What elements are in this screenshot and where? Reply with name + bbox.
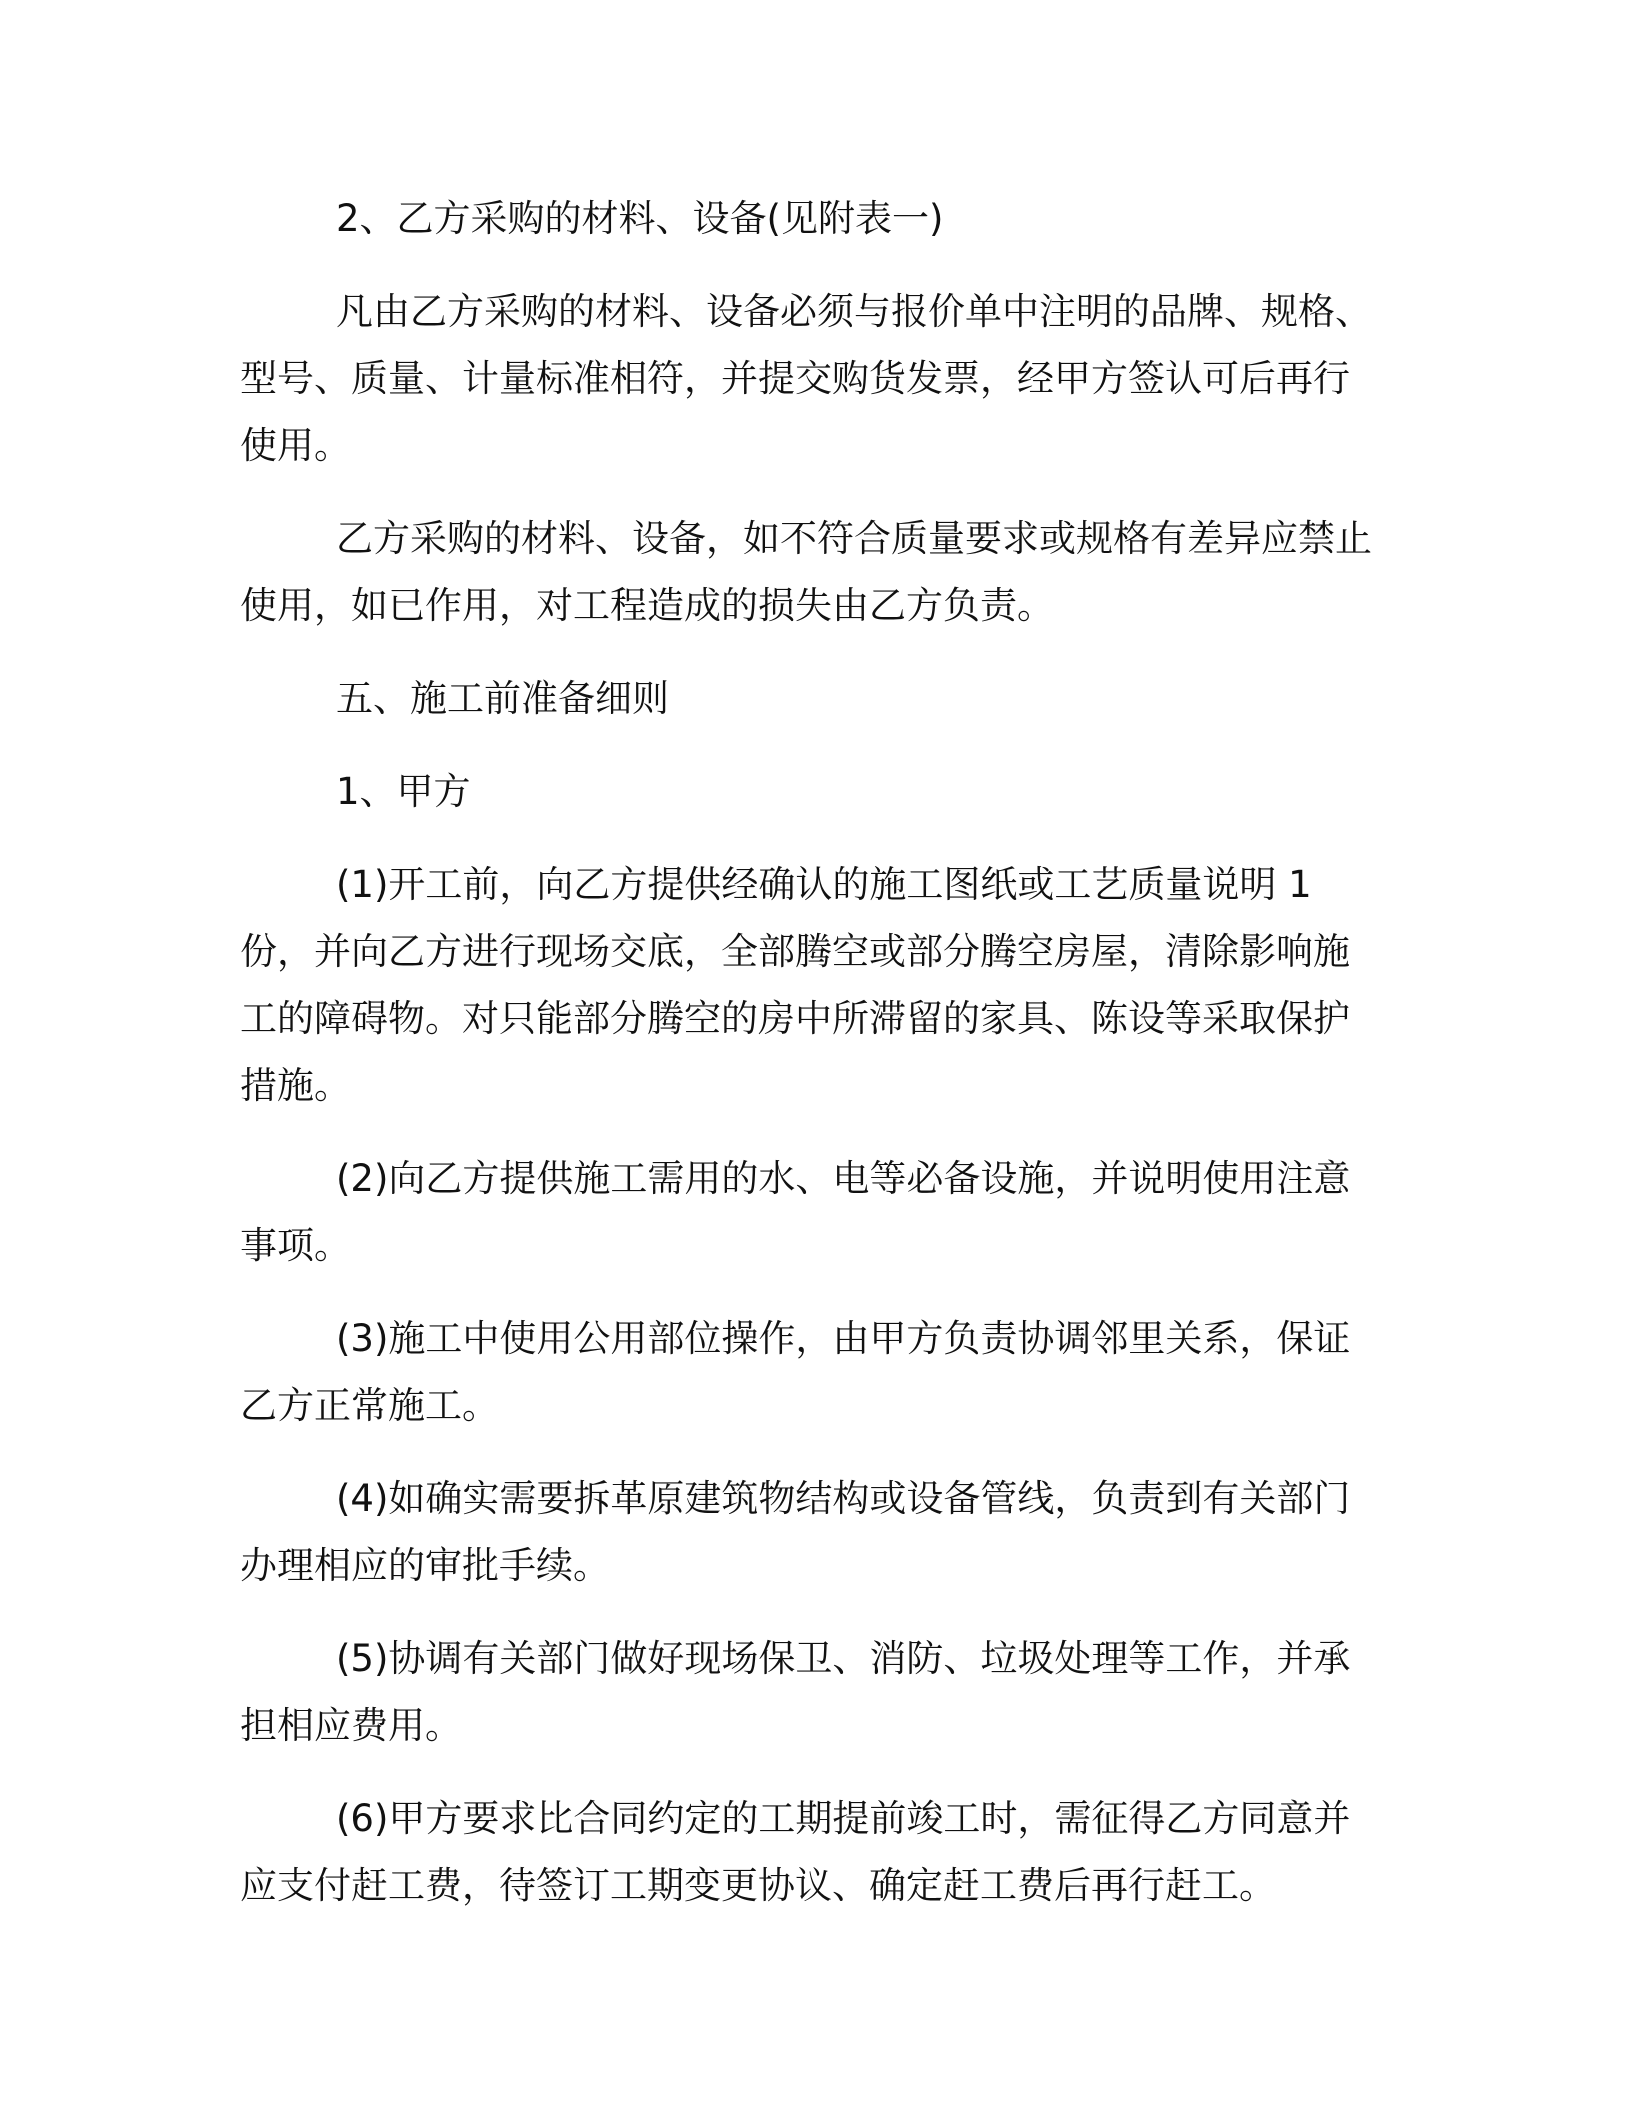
section-heading-materials: 2、乙方采购的材料、设备(见附表一)	[336, 197, 944, 240]
paragraph-materials-nonconformity: 乙方采购的材料、设备，如不符合质量要求或规格有差异应禁止使用，如已作用，对工程造成的损失由乙方负责。	[240, 517, 1372, 627]
subsection-heading-party-a: 1、甲方	[336, 770, 471, 813]
clause-4: (4)如确实需要拆革原建筑物结构或设备管线，负责到有关部门办理相应的审批手续。	[240, 1477, 1351, 1587]
clause-2: (2)向乙方提供施工需用的水、电等必备设施，并说明使用注意事项。	[240, 1157, 1351, 1267]
paragraph-materials-requirements: 凡由乙方采购的材料、设备必须与报价单中注明的品牌、规格、型号、质量、计量标准相符，并提交购货发票，经甲方签认可后再行使用。	[240, 290, 1372, 467]
clause-6: (6)甲方要求比合同约定的工期提前竣工时，需征得乙方同意并应支付赶工费，待签订工期变更协议、确定赶工费后再行赶工。	[240, 1797, 1351, 1907]
clause-1: (1)开工前，向乙方提供经确认的施工图纸或工艺质量说明 1 份，并向乙方进行现场交底，全部腾空或部分腾空房屋，清除影响施工的障碍物。对只能部分腾空的房中所滞留的家具、陈设等采取保护措施。	[240, 863, 1350, 1107]
document-body	[240, 185, 1385, 1945]
clause-5: (5)协调有关部门做好现场保卫、消防、垃圾处理等工作，并承担相应费用。	[240, 1637, 1351, 1747]
clause-3: (3)施工中使用公用部位操作，由甲方负责协调邻里关系，保证乙方正常施工。	[240, 1317, 1351, 1427]
section-heading-preparation: 五、施工前准备细则	[336, 677, 669, 720]
